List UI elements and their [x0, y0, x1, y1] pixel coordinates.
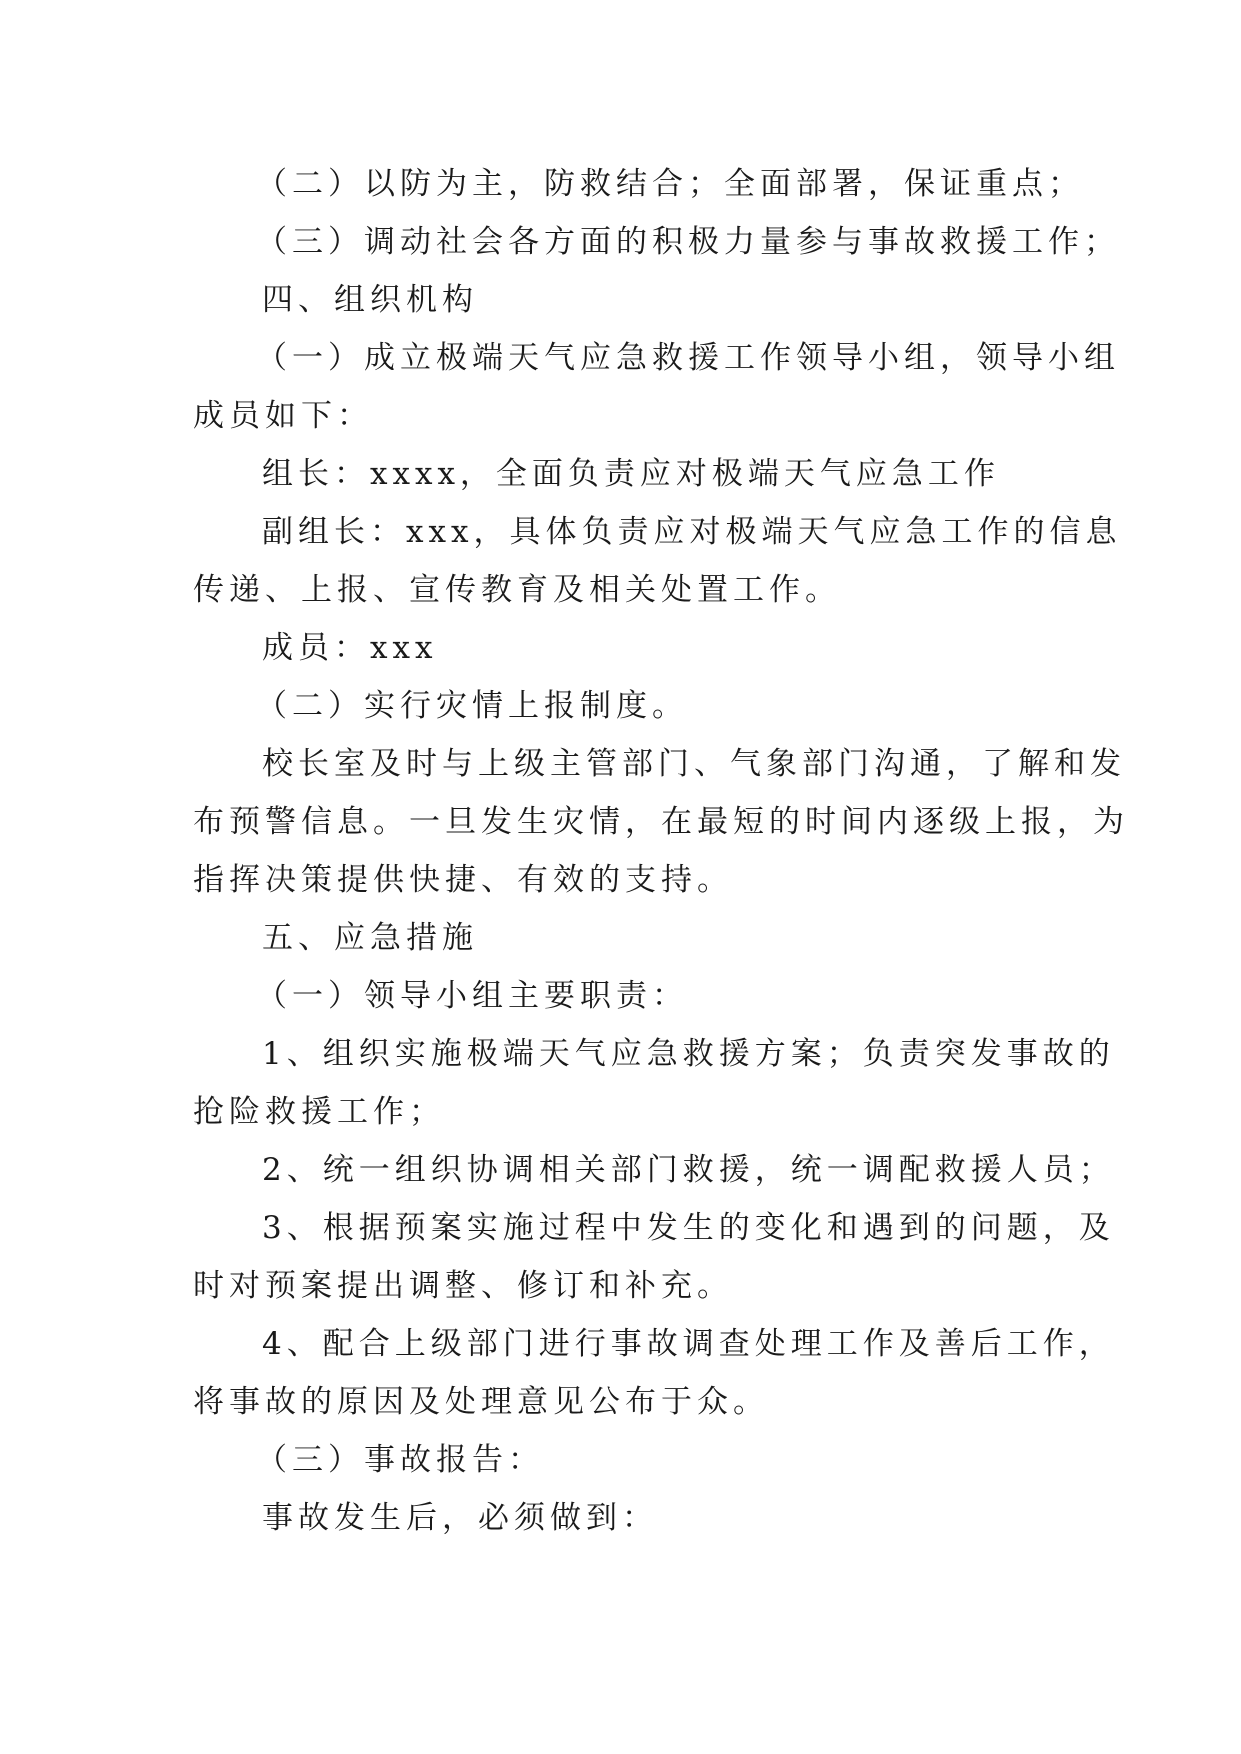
section-heading-emergency-measures: 五、应急措施 — [262, 920, 478, 956]
duty-item-3-line2: 时对预案提出调整、修订和补充。 — [193, 1268, 733, 1304]
duty-item-1-line1: 1、组织实施极端天气应急救援方案；负责突发事故的 — [262, 1036, 1115, 1072]
list-item-accident-report: （三）事故报告： — [256, 1442, 544, 1478]
section-heading-organization: 四、组织机构 — [262, 282, 478, 318]
duty-item-4-line2: 将事故的原因及处理意见公布于众。 — [193, 1384, 769, 1420]
paragraph-after-accident: 事故发生后，必须做到： — [262, 1500, 658, 1536]
paragraph-deputy-leader-line2: 传递、上报、宣传教育及相关处置工作。 — [193, 572, 841, 608]
duty-item-1-line2: 抢险救援工作； — [193, 1094, 445, 1130]
paragraph-principal-office-line2: 布预警信息。一旦发生灾情，在最短的时间内逐级上报，为 — [193, 804, 1129, 840]
list-item-group-duties: （一）领导小组主要职责： — [256, 978, 688, 1014]
duty-item-2: 2、统一组织协调相关部门救援，统一调配救援人员； — [262, 1152, 1115, 1188]
list-item-principle-3: （三）调动社会各方面的积极力量参与事故救援工作； — [256, 224, 1120, 260]
list-item-principle-2: （二）以防为主，防救结合；全面部署，保证重点； — [256, 166, 1084, 202]
paragraph-members: 成员：xxx — [262, 630, 438, 666]
paragraph-leading-group-line1: （一）成立极端天气应急救援工作领导小组，领导小组 — [256, 340, 1120, 376]
duty-item-3-line1: 3、根据预案实施过程中发生的变化和遇到的问题，及 — [262, 1210, 1115, 1246]
paragraph-leading-group-line2: 成员如下： — [193, 398, 373, 434]
paragraph-group-leader: 组长：xxxx，全面负责应对极端天气应急工作 — [262, 456, 1000, 492]
paragraph-principal-office-line1: 校长室及时与上级主管部门、气象部门沟通，了解和发 — [262, 746, 1126, 782]
paragraph-deputy-leader-line1: 副组长：xxx，具体负责应对极端天气应急工作的信息 — [262, 514, 1122, 550]
duty-item-4-line1: 4、配合上级部门进行事故调查处理工作及善后工作， — [262, 1326, 1115, 1362]
list-item-reporting-system: （二）实行灾情上报制度。 — [256, 688, 688, 724]
paragraph-principal-office-line3: 指挥决策提供快捷、有效的支持。 — [193, 862, 733, 898]
